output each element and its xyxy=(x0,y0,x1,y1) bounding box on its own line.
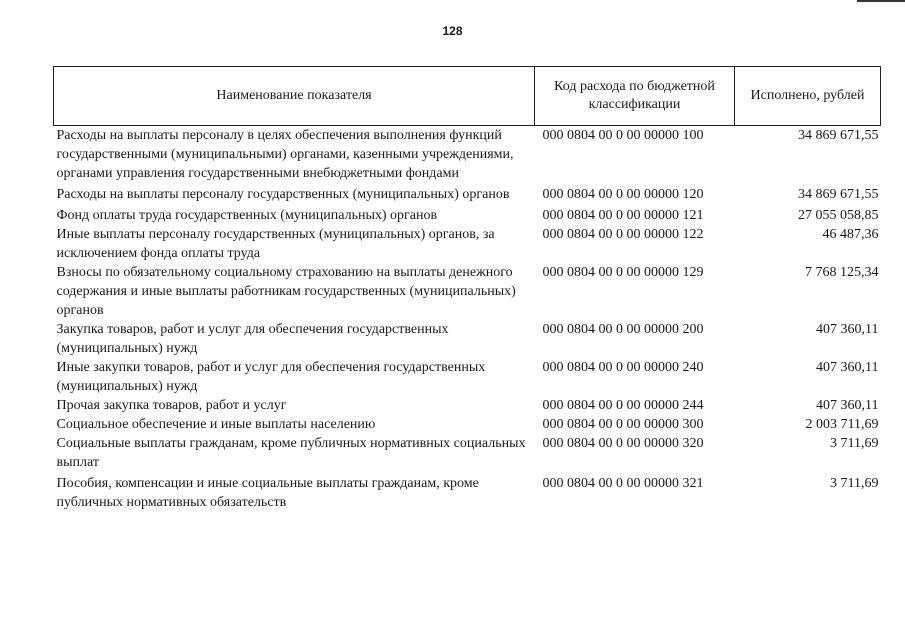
table-row xyxy=(54,358,881,396)
row-code: 000 0804 00 0 00 00000 122 xyxy=(542,227,704,242)
row-code: 000 0804 00 0 00 00000 200 xyxy=(542,322,704,337)
row-amount: 407 360,11 xyxy=(816,398,879,413)
header-row xyxy=(54,67,881,126)
table-row xyxy=(54,434,881,474)
row-name: Расходы на выплаты персоналу в целях обеспечения выполнения функций государственными (муниципальными) органами, казенными учреждениями, органами управления государственными внебюджетными фондами xyxy=(56,128,514,181)
row-code: 000 0804 00 0 00 00000 120 xyxy=(542,187,704,202)
row-name: Закупка товаров, работ и услуг для обеспечения государственных (муниципальных) нужд xyxy=(56,322,449,356)
row-name: Прочая закупка товаров, работ и услуг xyxy=(56,398,287,413)
expenditure-table xyxy=(53,66,881,512)
row-amount: 27 055 058,85 xyxy=(798,208,879,223)
table-row xyxy=(54,263,881,320)
row-code: 000 0804 00 0 00 00000 100 xyxy=(542,128,704,143)
row-amount: 7 768 125,34 xyxy=(805,265,879,280)
row-amount: 407 360,11 xyxy=(816,360,879,375)
row-code: 000 0804 00 0 00 00000 300 xyxy=(542,417,704,432)
row-code: 000 0804 00 0 00 00000 121 xyxy=(542,208,704,223)
table-body xyxy=(54,126,881,513)
row-amount: 34 869 671,55 xyxy=(798,187,879,202)
row-name: Фонд оплаты труда государственных (муниципальных) органов xyxy=(56,208,438,223)
row-amount: 34 869 671,55 xyxy=(798,128,879,143)
header-name: Наименование показателя xyxy=(54,67,535,126)
row-name: Взносы по обязательному социальному страхованию на выплаты денежного содержания и иные выплаты работникам государственных (муниципальных) органов xyxy=(56,265,516,318)
row-name: Иные выплаты персоналу государственных (муниципальных) органов, за исключением фонда оплаты труда xyxy=(56,227,495,261)
table-row xyxy=(54,225,881,263)
table-row xyxy=(54,474,881,512)
row-code: 000 0804 00 0 00 00000 244 xyxy=(542,398,704,413)
table-row xyxy=(54,126,881,186)
row-code: 000 0804 00 0 00 00000 129 xyxy=(542,265,704,280)
table-row xyxy=(54,206,881,225)
row-amount: 3 711,69 xyxy=(830,436,879,451)
row-name: Социальное обеспечение и иные выплаты населению xyxy=(56,417,376,432)
row-code: 000 0804 00 0 00 00000 320 xyxy=(542,436,704,451)
table-header xyxy=(54,67,881,126)
row-amount: 46 487,36 xyxy=(822,227,879,242)
row-amount: 3 711,69 xyxy=(830,476,879,491)
table-row xyxy=(54,185,881,206)
row-name: Расходы на выплаты персоналу государственных (муниципальных) органов xyxy=(56,187,510,202)
header-amount: Исполнено, рублей xyxy=(735,67,881,126)
row-name: Социальные выплаты гражданам, кроме публичных нормативных социальных выплат xyxy=(56,436,526,470)
header-code: Код расхода по бюджетной классификации xyxy=(535,67,735,126)
page-number: 128 xyxy=(442,24,463,38)
table-row xyxy=(54,320,881,358)
row-code: 000 0804 00 0 00 00000 321 xyxy=(542,476,704,491)
row-code: 000 0804 00 0 00 00000 240 xyxy=(542,360,704,375)
row-name: Иные закупки товаров, работ и услуг для обеспечения государственных (муниципальных) нужд xyxy=(56,360,486,394)
scan-edge-mark xyxy=(857,0,905,2)
row-name: Пособия, компенсации и иные социальные выплаты гражданам, кроме публичных нормативных обязательств xyxy=(56,476,479,510)
row-amount: 2 003 711,69 xyxy=(805,417,879,432)
row-amount: 407 360,11 xyxy=(816,322,879,337)
table-row xyxy=(54,415,881,434)
table-row xyxy=(54,396,881,415)
